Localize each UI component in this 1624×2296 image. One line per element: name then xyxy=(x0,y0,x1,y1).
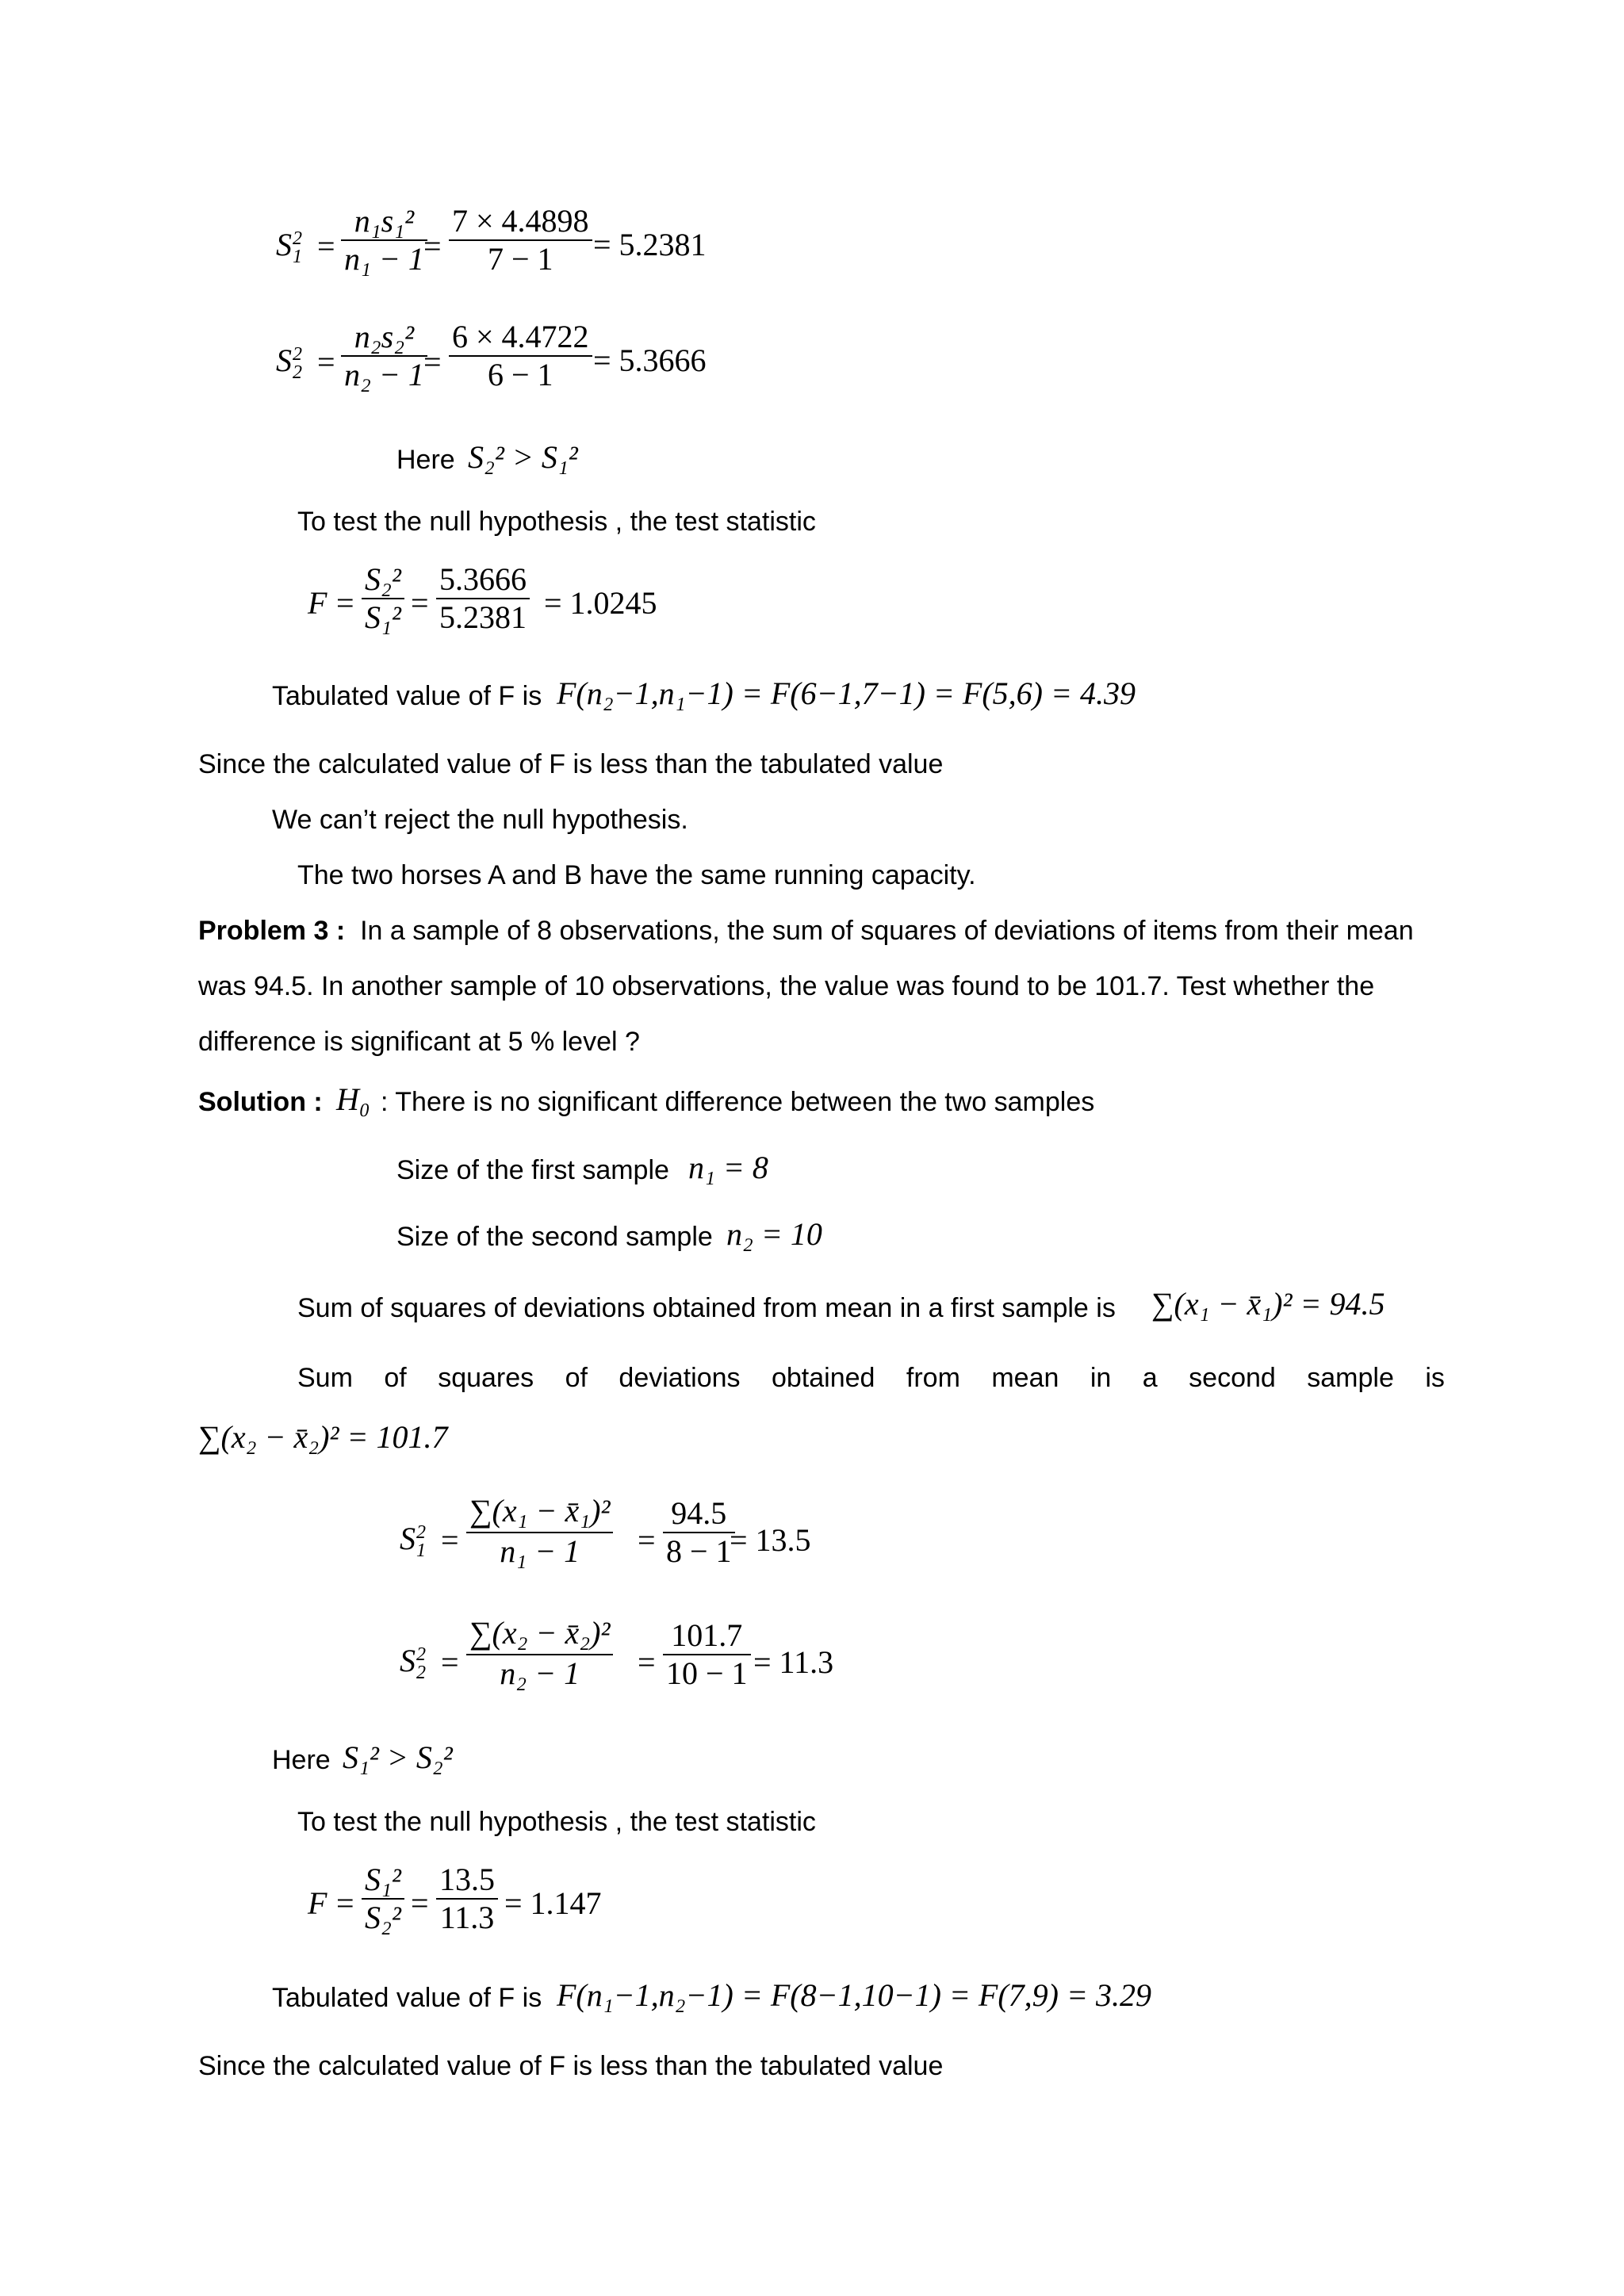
here-inequality: S₁² > S₂² xyxy=(343,1739,453,1775)
fraction-numerator: S₂² xyxy=(365,561,401,597)
f-formula-fraction xyxy=(362,1862,404,1936)
s2-squared-label: S 2 2 xyxy=(400,1643,426,1683)
word: mean xyxy=(991,1363,1059,1393)
solution-label: Solution : xyxy=(198,1087,323,1117)
here-text: Here xyxy=(396,445,455,475)
fraction-denominator: 8 − 1 xyxy=(666,1533,732,1569)
sum-first-sample-math: ∑(x₁ − x̄₁)² = 94.5 xyxy=(1151,1286,1385,1322)
word: is xyxy=(1425,1363,1445,1393)
equals-sign: = xyxy=(317,228,335,264)
equals-sign: = xyxy=(411,585,429,621)
equals-sign: = xyxy=(441,1522,459,1558)
word: sample xyxy=(1307,1363,1394,1393)
s1-solution-result: = 13.5 xyxy=(730,1522,811,1558)
s1-formula-fraction xyxy=(341,203,427,277)
s1-solution-calc xyxy=(663,1495,735,1570)
fraction-numerator: n₂s₂² xyxy=(354,319,415,354)
equals-sign: = xyxy=(317,344,335,380)
problem-3-line-1 xyxy=(198,915,1414,947)
f-calc-fraction xyxy=(436,561,530,636)
word: Sum xyxy=(297,1363,353,1393)
fraction-denominator: S₁² xyxy=(365,599,401,635)
f-calc-fraction xyxy=(436,1862,498,1936)
s2-calc-fraction xyxy=(449,319,592,393)
equals-sign: = xyxy=(423,344,442,380)
null-hypothesis-text: : There is no significant difference between the two samples xyxy=(381,1087,1095,1117)
word: a xyxy=(1142,1363,1158,1393)
fraction-denominator: n₁ − 1 xyxy=(500,1533,580,1569)
fraction-denominator: n₂ − 1 xyxy=(344,357,424,392)
word: from xyxy=(906,1363,960,1393)
problem-3-line-2: was 94.5. In another sample of 10 observations, the value was found to be 101.7. Test whether the xyxy=(198,971,1375,1001)
f-label: F xyxy=(308,585,327,621)
fraction-denominator: S₂² xyxy=(365,1900,401,1935)
problem-3-line-3: difference is significant at 5 % level ? xyxy=(198,1027,640,1057)
size-first-sample-text: Size of the first sample xyxy=(396,1155,669,1185)
fraction-denominator: 7 − 1 xyxy=(488,241,553,277)
fraction-numerator: 5.3666 xyxy=(439,561,527,597)
word: obtained xyxy=(771,1363,875,1393)
size-first-sample-math: n₁ = 8 xyxy=(688,1150,768,1185)
fraction-numerator: 13.5 xyxy=(439,1862,495,1897)
s2-squared-label: S 2 2 xyxy=(276,342,302,383)
tabulated-math: F(n₂−1,n₁−1) = F(6−1,7−1) = F(5,6) = 4.39 xyxy=(557,675,1136,711)
fraction-numerator: 7 × 4.4898 xyxy=(452,203,589,239)
s1-squared-label: S 2 1 xyxy=(276,227,302,267)
fraction-numerator: 94.5 xyxy=(671,1495,727,1531)
conclusion-statement: The two horses A and B have the same running capacity. xyxy=(297,860,976,890)
word: of xyxy=(384,1363,407,1393)
f-result: = 1.147 xyxy=(504,1885,602,1921)
sum-second-sample-line xyxy=(297,1362,1445,1394)
sum-second-sample-math: ∑(x₂ − x̄₂)² = 101.7 xyxy=(198,1419,448,1455)
fraction-denominator: 11.3 xyxy=(439,1900,495,1935)
equals-sign: = xyxy=(638,1644,656,1680)
s2-formula-fraction xyxy=(341,319,427,393)
word: second xyxy=(1189,1363,1276,1393)
since-statement: Since the calculated value of F is less than the tabulated value xyxy=(198,2051,944,2081)
null-hypothesis-statement: To test the null hypothesis , the test statistic xyxy=(297,1807,816,1837)
s2-solution-calc xyxy=(663,1617,751,1692)
size-second-sample-math: n₂ = 10 xyxy=(726,1216,822,1252)
s2-solution-result: = 11.3 xyxy=(753,1644,834,1680)
null-hypothesis-statement: To test the null hypothesis , the test statistic xyxy=(297,507,816,537)
f-label: F xyxy=(308,1885,327,1921)
fraction-denominator: 10 − 1 xyxy=(666,1655,748,1691)
fraction-denominator: 5.2381 xyxy=(439,599,527,635)
tabulated-text: Tabulated value of F is xyxy=(272,681,542,711)
fraction-numerator: ∑(x₂ − x̄₂)² xyxy=(469,1615,611,1651)
fraction-numerator: n₁s₁² xyxy=(354,203,415,239)
equals-sign: = xyxy=(411,1885,429,1921)
fraction-denominator: n₂ − 1 xyxy=(500,1655,580,1691)
equals-sign: = xyxy=(441,1644,459,1680)
s2-solution-fraction xyxy=(466,1613,613,1692)
s1-solution-fraction xyxy=(466,1490,613,1570)
size-second-sample-text: Size of the second sample xyxy=(396,1222,713,1252)
fraction-numerator: ∑(x₁ − x̄₁)² xyxy=(469,1493,611,1529)
s2-result: = 5.3666 xyxy=(593,342,707,378)
word: deviations xyxy=(619,1363,741,1393)
problem-3-label: Problem 3 : xyxy=(198,916,346,946)
tabulated-math: F(n₁−1,n₂−1) = F(8−1,10−1) = F(7,9) = 3.29 xyxy=(557,1977,1151,2013)
fraction-numerator: 6 × 4.4722 xyxy=(452,319,589,354)
fraction-numerator: 101.7 xyxy=(671,1617,743,1653)
sum-first-sample-text: Sum of squares of deviations obtained from mean in a first sample is xyxy=(297,1293,1116,1323)
null-hypothesis-symbol: H₀ xyxy=(336,1081,370,1117)
s1-squared-label: S 2 1 xyxy=(400,1521,426,1561)
equals-sign: = xyxy=(336,1885,354,1921)
f-formula-fraction xyxy=(362,561,404,636)
problem-3-text: In a sample of 8 observations, the sum of squares of deviations of items from their mean xyxy=(360,916,1414,946)
word: of xyxy=(565,1363,588,1393)
fraction-numerator: S₁² xyxy=(365,1862,401,1897)
here-inequality: S₂² > S₁² xyxy=(468,439,578,475)
f-result: = 1.0245 xyxy=(544,585,657,621)
equals-sign: = xyxy=(423,228,442,264)
equals-sign: = xyxy=(336,585,354,621)
tabulated-text: Tabulated value of F is xyxy=(272,1983,542,2013)
since-statement: Since the calculated value of F is less than the tabulated value xyxy=(198,749,944,779)
fraction-denominator: 6 − 1 xyxy=(488,357,553,392)
word: in xyxy=(1090,1363,1112,1393)
word: squares xyxy=(438,1363,534,1393)
equals-sign: = xyxy=(638,1522,656,1558)
fraction-denominator: n₁ − 1 xyxy=(344,241,424,277)
here-text: Here xyxy=(272,1745,331,1775)
s1-calc-fraction xyxy=(449,203,592,277)
s1-result: = 5.2381 xyxy=(593,227,707,262)
cant-reject-statement: We can’t reject the null hypothesis. xyxy=(272,805,688,835)
